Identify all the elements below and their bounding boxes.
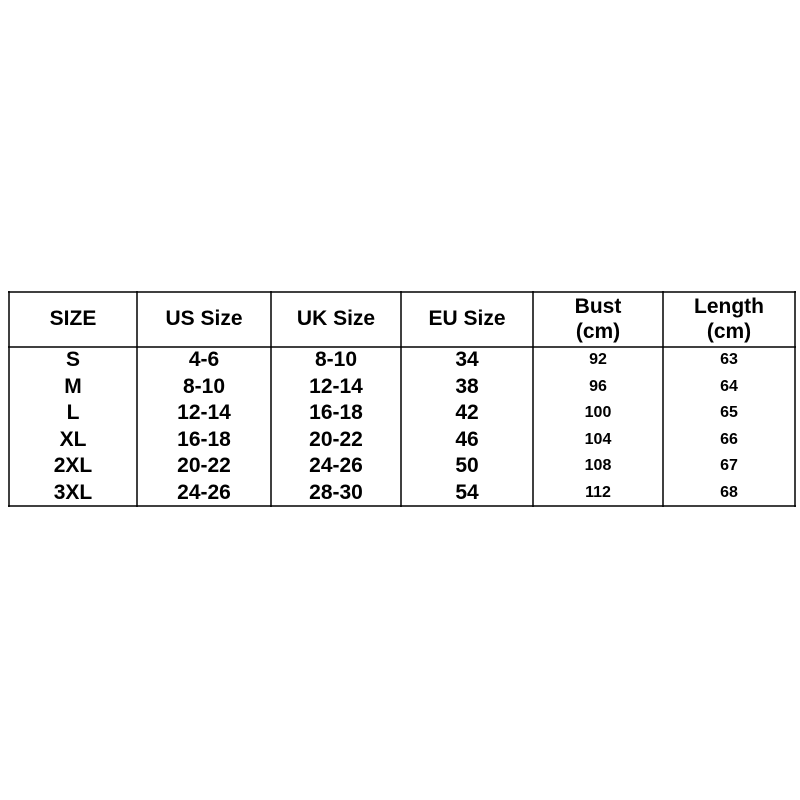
row-bust: 104 (584, 430, 612, 448)
row-uk-size: 16-18 (309, 401, 363, 425)
row-bust: 92 (589, 351, 607, 369)
row-size: L (66, 401, 80, 425)
row-us-size: 8-10 (182, 374, 226, 398)
row-bust: 100 (584, 404, 612, 422)
row-size: S (65, 348, 80, 372)
row-length: 64 (720, 377, 738, 395)
row-length: 68 (720, 483, 738, 501)
row-eu-size: 34 (455, 348, 479, 372)
row-size: M (64, 374, 82, 398)
row-eu-size: 50 (455, 454, 479, 478)
header-bust-unit: (cm) (575, 319, 621, 343)
header-length-label: Length (694, 295, 764, 319)
row-eu-size: 42 (455, 401, 479, 425)
row-us-size: 4-6 (188, 348, 220, 372)
header-length-unit: (cm) (706, 319, 752, 343)
row-length: 65 (720, 404, 738, 422)
header-bust-label: Bust (574, 295, 622, 319)
row-size: XL (59, 427, 87, 451)
header-uk-size: UK Size (296, 307, 376, 331)
row-size: 3XL (53, 480, 93, 504)
row-length: 66 (720, 430, 738, 448)
row-us-size: 24-26 (177, 480, 231, 504)
row-bust: 96 (589, 377, 607, 395)
row-us-size: 20-22 (177, 454, 231, 478)
size-chart-table (8, 291, 796, 507)
row-uk-size: 20-22 (309, 427, 363, 451)
row-us-size: 16-18 (177, 427, 231, 451)
row-eu-size: 38 (455, 374, 479, 398)
row-uk-size: 8-10 (314, 348, 358, 372)
header-eu-size: EU Size (428, 307, 506, 331)
header-size: SIZE (49, 307, 97, 331)
row-uk-size: 28-30 (309, 480, 363, 504)
header-us-size: US Size (165, 307, 243, 331)
row-bust: 108 (584, 457, 612, 475)
row-eu-size: 54 (455, 480, 479, 504)
header-length (663, 292, 795, 347)
row-size: 2XL (53, 454, 93, 478)
row-eu-size: 46 (455, 427, 479, 451)
row-us-size: 12-14 (177, 401, 231, 425)
row-uk-size: 12-14 (309, 374, 363, 398)
row-bust: 112 (585, 483, 611, 501)
row-uk-size: 24-26 (309, 454, 363, 478)
row-length: 63 (720, 351, 738, 369)
row-length: 67 (720, 457, 738, 475)
header-bust (533, 292, 663, 347)
